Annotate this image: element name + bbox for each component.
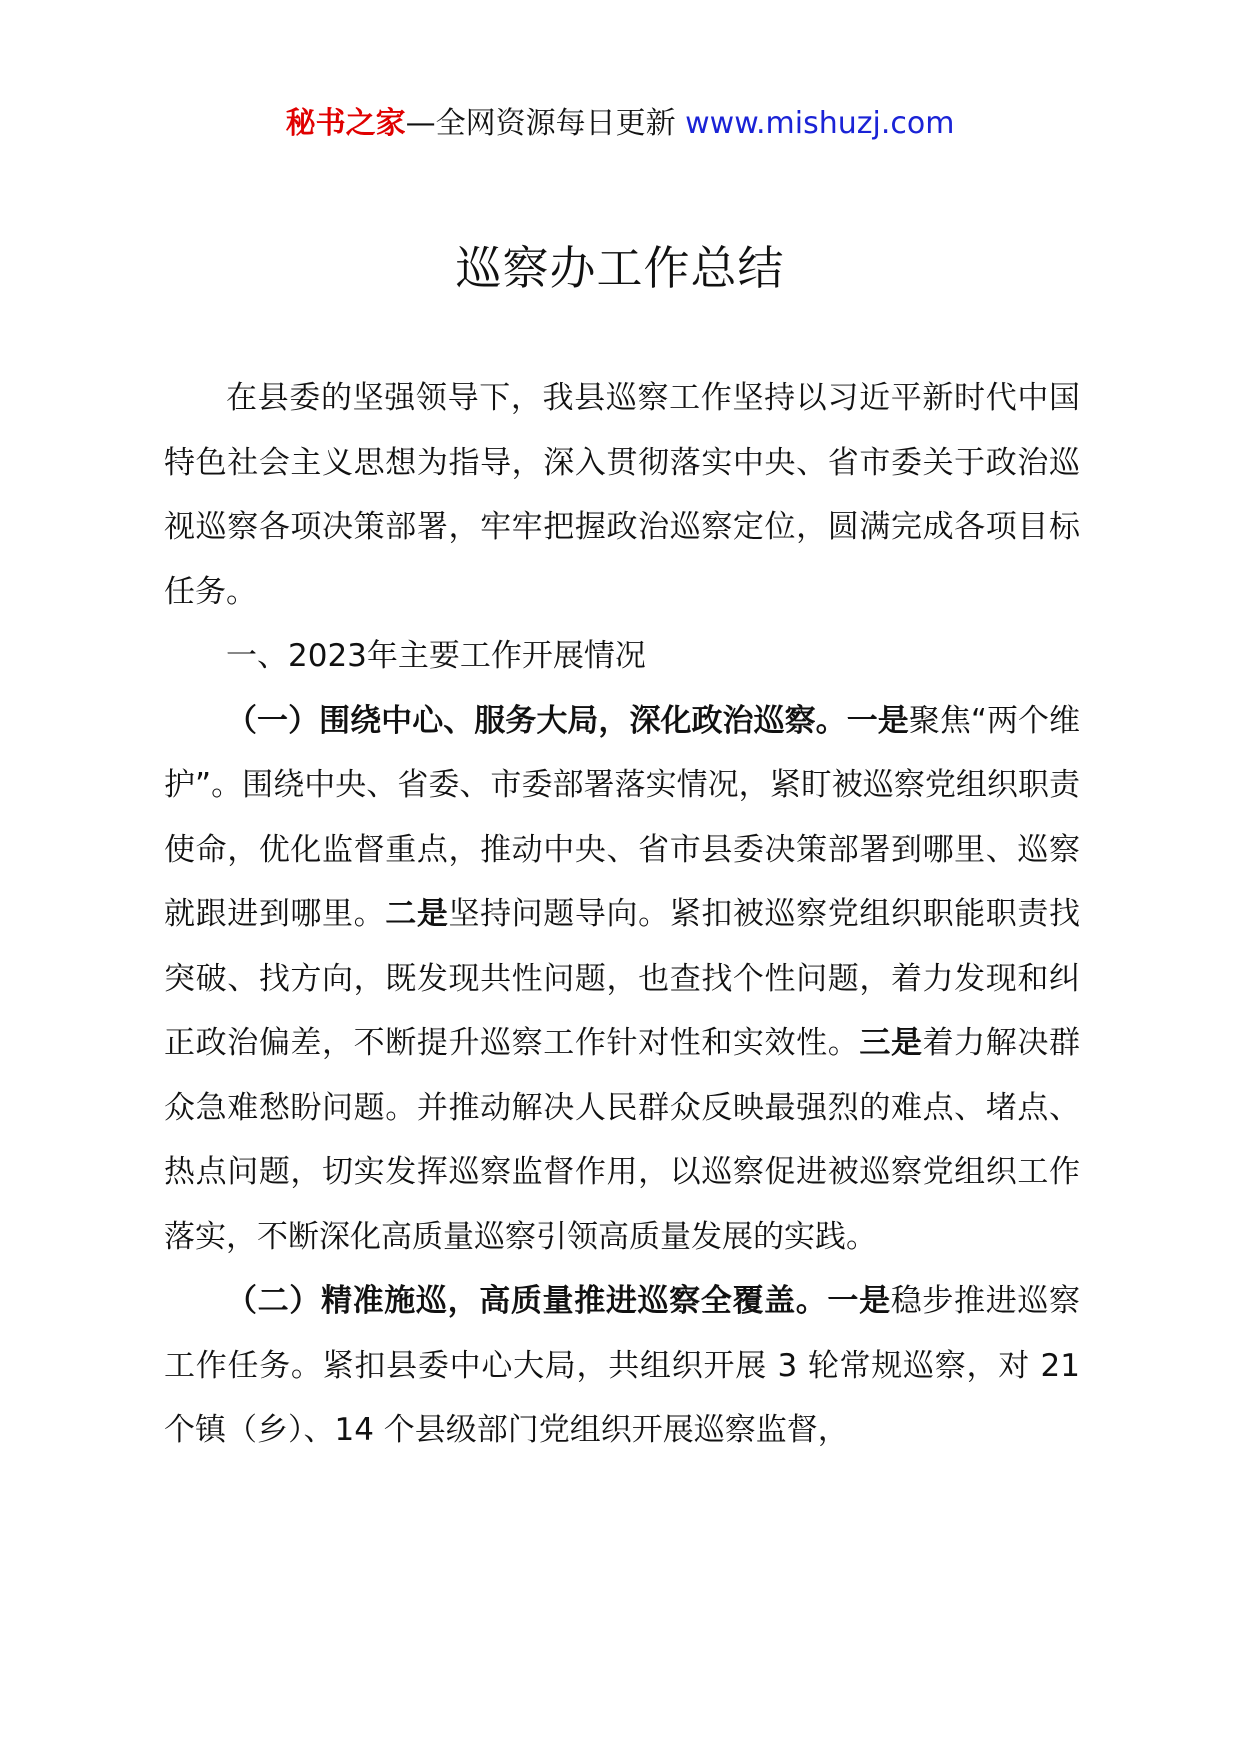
point-2-text: 坚持问题导向。紧扣被巡察党组织职能职责找突破、找方向，既发现共性问题，也查找个性问题，着力发现和纠正政治偏差，不断提升巡察工作针对性和实效性。 bbox=[164, 896, 1081, 1061]
subsection-1-paragraph bbox=[164, 689, 1080, 1270]
subsection-2-heading: （二）精准施巡，高质量推进巡察全覆盖。 bbox=[226, 1283, 828, 1319]
marker-third: 三是 bbox=[859, 1025, 923, 1061]
header-tagline: —全网资源每日更新 bbox=[405, 106, 676, 141]
point-1-text: 稳步推进巡察工作任务。紧扣县委中心大局，共组织开展 3 轮常规巡察，对 21 个镇（乡）、14 个县级部门党组织开展巡察监督， bbox=[164, 1283, 1081, 1448]
marker-second: 二是 bbox=[385, 896, 449, 932]
point-1-text: 聚焦“两个维护”。围绕中央、省委、市委部署落实情况，紧盯被巡察党组织职责使命，优化监督重点，推动中央、省市县委决策部署到哪里、巡察就跟进到哪里。 bbox=[164, 702, 1081, 932]
section-heading: 一、2023年主要工作开展情况 bbox=[226, 638, 646, 674]
page-header bbox=[0, 100, 1240, 148]
subsection-1-heading: （一）围绕中心、服务大局，深化政治巡察。 bbox=[226, 702, 847, 739]
document-title: 巡察办工作总结 bbox=[455, 241, 785, 295]
brand-name: 秘书之家 bbox=[285, 106, 406, 141]
point-3-text: 着力解决群众急难愁盼问题。并推动解决人民群众反映最强烈的难点、堵点、热点问题，切实发挥巡察监督作用，以巡察促进被巡察党组织工作落实，不断深化高质量巡察引领高质量发展的实践。 bbox=[164, 1025, 1081, 1255]
marker-first: 一是 bbox=[846, 702, 909, 739]
intro-paragraph: 在县委的坚强领导下，我县巡察工作坚持以习近平新时代中国特色社会主义思想为指导，深入贯彻落实中央、省市委关于政治巡视巡察各项决策部署，牢牢把握政治巡察定位，圆满完成各项目标任务。 bbox=[164, 380, 1080, 610]
site-url[interactable]: www.mishuzj.com bbox=[685, 106, 955, 141]
subsection-2-paragraph bbox=[164, 1269, 1080, 1463]
document-body bbox=[164, 366, 1080, 1463]
marker-first: 一是 bbox=[827, 1283, 891, 1319]
